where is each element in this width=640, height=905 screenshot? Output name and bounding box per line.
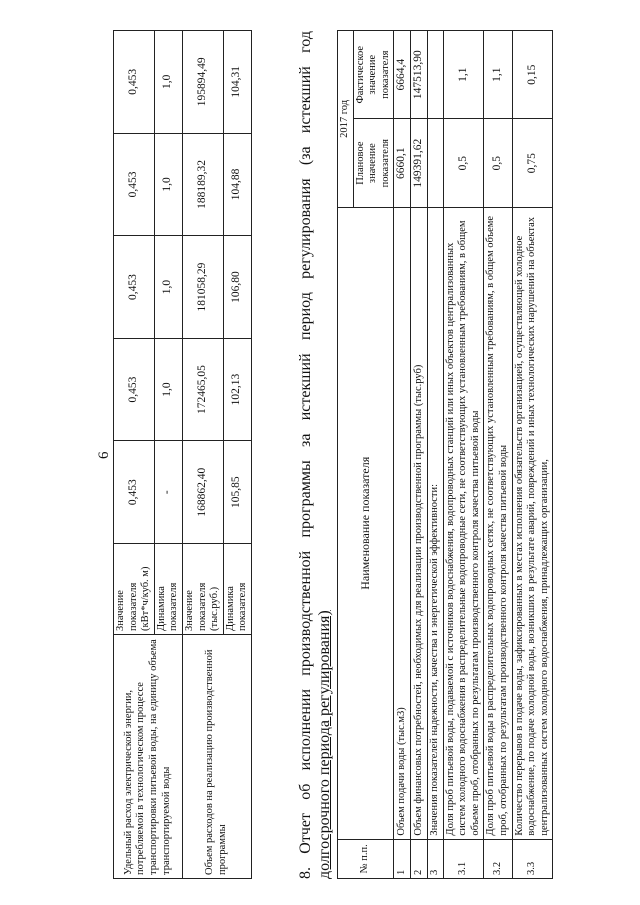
indicator-sublabel: Значение показателя (кВт*ч/куб. м) [114,544,155,635]
table-cell: - [154,441,182,544]
section-heading [296,31,334,879]
table-row [443,31,484,879]
table-cell: 0,453 [114,133,155,236]
column-header-fact: Фактическое значение показателя [353,31,394,119]
table-row [411,31,428,879]
plan-value: 149391,62 [411,119,428,207]
table-cell: 195894,49 [182,31,223,134]
fact-value: 147513,90 [411,31,428,119]
table-row [427,31,443,879]
row-number: 3 [427,839,443,878]
plan-value: 0,5 [443,119,484,207]
table-row [512,31,553,879]
row-number: 3.2 [484,839,512,878]
report-table [337,30,553,879]
table-cell: 105,85 [223,441,251,544]
row-name: Объем подачи воды (тыс.м3) [394,207,411,839]
table-row [394,31,411,879]
plan-value: 0,75 [512,119,553,207]
indicator-sublabel: Динамика показателя [223,544,251,635]
indicators-table [113,30,252,879]
table-cell: 1,0 [154,236,182,339]
fact-value: 6664,4 [394,31,411,119]
table-cell: 0,453 [114,31,155,134]
indicator-name: Удельный расход электрической энергии, потребляемой в технологическом процессе транспортировки питьевой воды, на единицу объема транспортируемой воды [114,635,183,879]
table-cell: 181058,29 [182,236,223,339]
table-cell: 0,453 [114,441,155,544]
table-cell: 1,0 [154,133,182,236]
row-name: Доля проб питьевой воды в распределительных водопроводных сетях, не соответствующих установленным требованиям, в общем объеме проб, отобранных по результатам производственного контроля качества питьевой воды [484,207,512,839]
table-cell: 0,453 [114,236,155,339]
row-name: Доля проб питьевой воды, подаваемой с источников водоснабжения, водопроводных станций или иных объектов централизованных систем холодного водоснабжения в распределительные водопроводные сети, не соответствующих установленным требованиям, в общем объеме проб, отобранных по результатам производственного контроля качества питьевой воды [443,207,484,839]
table-row [182,31,223,879]
table-cell: 102,13 [223,338,251,441]
row-number: 3.3 [512,839,553,878]
section-heading-line: 8. Отчет об исполнении производственной программы за истекший период регулирования (за истекший год [297,31,314,879]
table-header-row [338,31,354,879]
row-number: 3.1 [443,839,484,878]
column-header-number: № п.п. [338,839,394,878]
table-cell: 106,80 [223,236,251,339]
indicator-sublabel: Динамика показателя [154,544,182,635]
row-name: Количество перерывов в подаче воды, зафиксированных в местах исполнения обязательств организацией, осуществляющей холодное водоснабжение, по подаче холодной воды, возникших в результате аварий, повреждений и иных технологических нарушений на объектах централизованных систем холодного водоснабжения, принадлежащих организации, [512,207,553,839]
table-cell: 104,88 [223,133,251,236]
column-header-name: Наименование показателя [338,207,394,839]
table-row [114,31,155,879]
plan-value: 0,5 [484,119,512,207]
column-header-plan: Плановое значение показателя [353,119,394,207]
row-number: 1 [394,839,411,878]
fact-value [427,31,443,119]
table-cell: 1,0 [154,31,182,134]
fact-value: 1,1 [484,31,512,119]
table-cell: 188189,32 [182,133,223,236]
plan-value [427,119,443,207]
table-cell: 0,453 [114,338,155,441]
indicator-sublabel: Значение показателя (тыс.руб.) [182,544,223,635]
table-cell: 172465,05 [182,338,223,441]
section-heading-line: долгосрочного периода регулирования) [316,610,334,879]
table-row [484,31,512,879]
row-number: 2 [411,839,428,878]
fact-value: 1,1 [443,31,484,119]
row-name: Значения показателей надежности, качества и энергетической эффективности: [427,207,443,839]
plan-value: 6660,1 [394,119,411,207]
table-cell: 1,0 [154,338,182,441]
fact-value: 0,15 [512,31,553,119]
row-name: Объем финансовых потребностей, необходимых для реализации производственной программы (тыс.руб) [411,207,428,839]
table-cell: 168862,40 [182,441,223,544]
indicator-name: Объем расходов на реализацию производственной программы [182,635,251,879]
table-cell: 104,31 [223,31,251,134]
column-header-year: 2017 год [338,31,354,208]
page-number: 6 [96,451,112,459]
